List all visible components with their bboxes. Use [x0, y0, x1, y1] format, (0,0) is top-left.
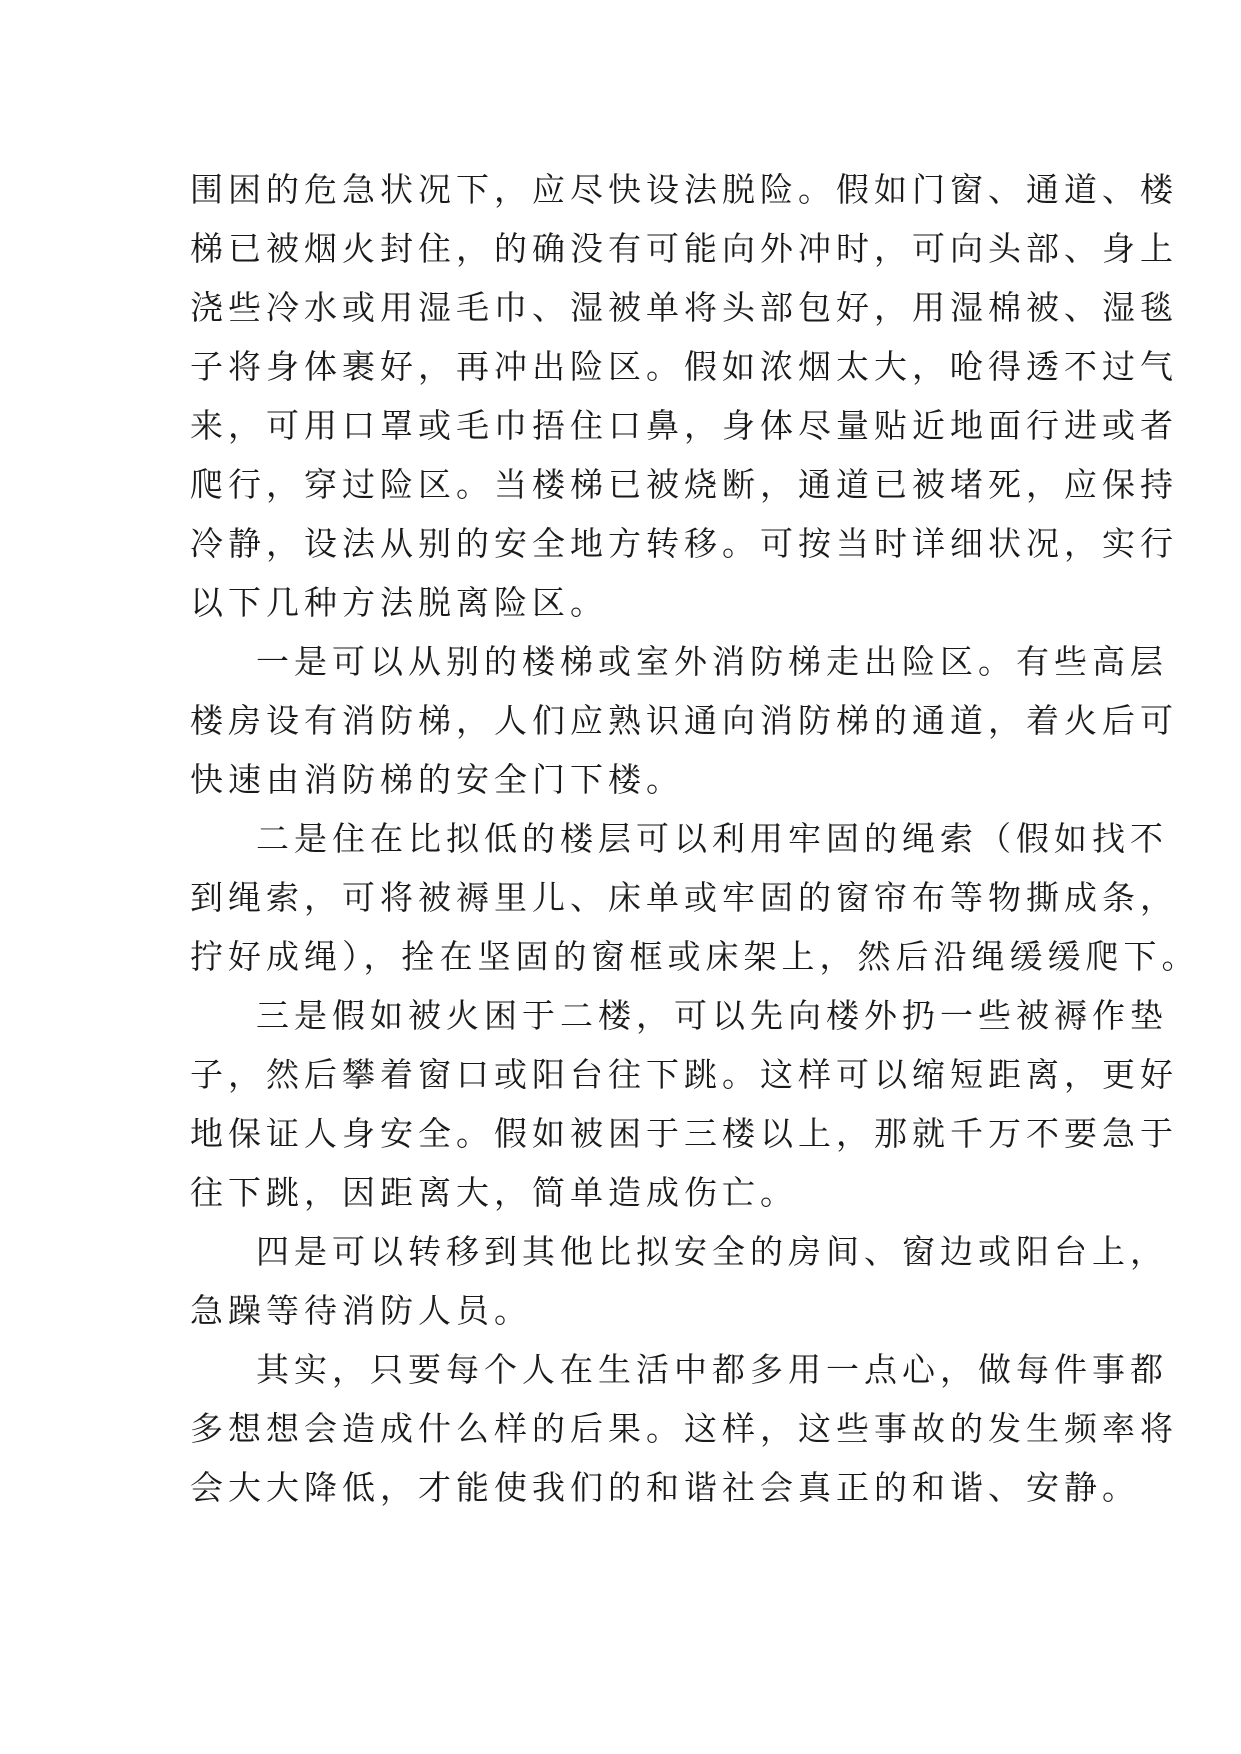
text-line: 以下几种方法脱离险区。 — [190, 583, 608, 622]
text-line: 三是假如被火困于二楼，可以先向楼外扔一些被褥作垫 — [256, 996, 1168, 1035]
text-line: 楼房设有消防梯，人们应熟识通向消防梯的通道，着火后可 — [190, 701, 1178, 740]
text-line: 往下跳，因距离大，简单造成伤亡。 — [190, 1173, 798, 1212]
paragraph-method-three — [190, 986, 1178, 1222]
text-line: 到绳索，可将被褥里儿、床单或牢固的窗帘布等物撕成条， — [190, 878, 1178, 917]
paragraph-conclusion — [190, 1340, 1178, 1517]
body-text — [190, 160, 1200, 1517]
paragraph-continuation — [190, 160, 1178, 632]
text-line: 其实，只要每个人在生活中都多用一点心，做每件事都 — [256, 1350, 1168, 1389]
text-line: 梯已被烟火封住，的确没有可能向外冲时，可向头部、身上 — [190, 229, 1178, 268]
paragraph-method-one — [190, 632, 1178, 809]
text-line: 围困的危急状况下，应尽快设法脱险。假如门窗、通道、楼 — [190, 170, 1178, 209]
text-line: 多想想会造成什么样的后果。这样，这些事故的发生频率将 — [190, 1409, 1178, 1448]
paragraph-method-four — [190, 1222, 1168, 1340]
text-line: 浇些冷水或用湿毛巾、湿被单将头部包好，用湿棉被、湿毯 — [190, 288, 1178, 327]
text-line: 二是住在比拟低的楼层可以利用牢固的绳索（假如找不 — [256, 819, 1168, 858]
text-line: 拧好成绳），拴在坚固的窗框或床架上，然后沿绳缓缓爬下。 — [190, 937, 1200, 976]
text-line: 一是可以从别的楼梯或室外消防梯走出险区。有些高层 — [256, 642, 1168, 681]
text-line: 急躁等待消防人员。 — [190, 1291, 532, 1330]
text-line: 子，然后攀着窗口或阳台往下跳。这样可以缩短距离，更好 — [190, 1055, 1178, 1094]
text-line: 快速由消防梯的安全门下楼。 — [190, 760, 684, 799]
text-line: 四是可以转移到其他比拟安全的房间、窗边或阳台上， — [256, 1232, 1168, 1271]
text-line: 地保证人身安全。假如被困于三楼以上，那就千万不要急于 — [190, 1114, 1178, 1153]
text-line: 来，可用口罩或毛巾捂住口鼻，身体尽量贴近地面行进或者 — [190, 406, 1178, 445]
text-line: 子将身体裹好，再冲出险区。假如浓烟太大，呛得透不过气 — [190, 347, 1178, 386]
text-line: 爬行，穿过险区。当楼梯已被烧断，通道已被堵死，应保持 — [190, 465, 1178, 504]
text-line: 会大大降低，才能使我们的和谐社会真正的和谐、安静。 — [190, 1468, 1140, 1507]
paragraph-method-two — [190, 809, 1200, 986]
text-line: 冷静，设法从别的安全地方转移。可按当时详细状况，实行 — [190, 524, 1178, 563]
